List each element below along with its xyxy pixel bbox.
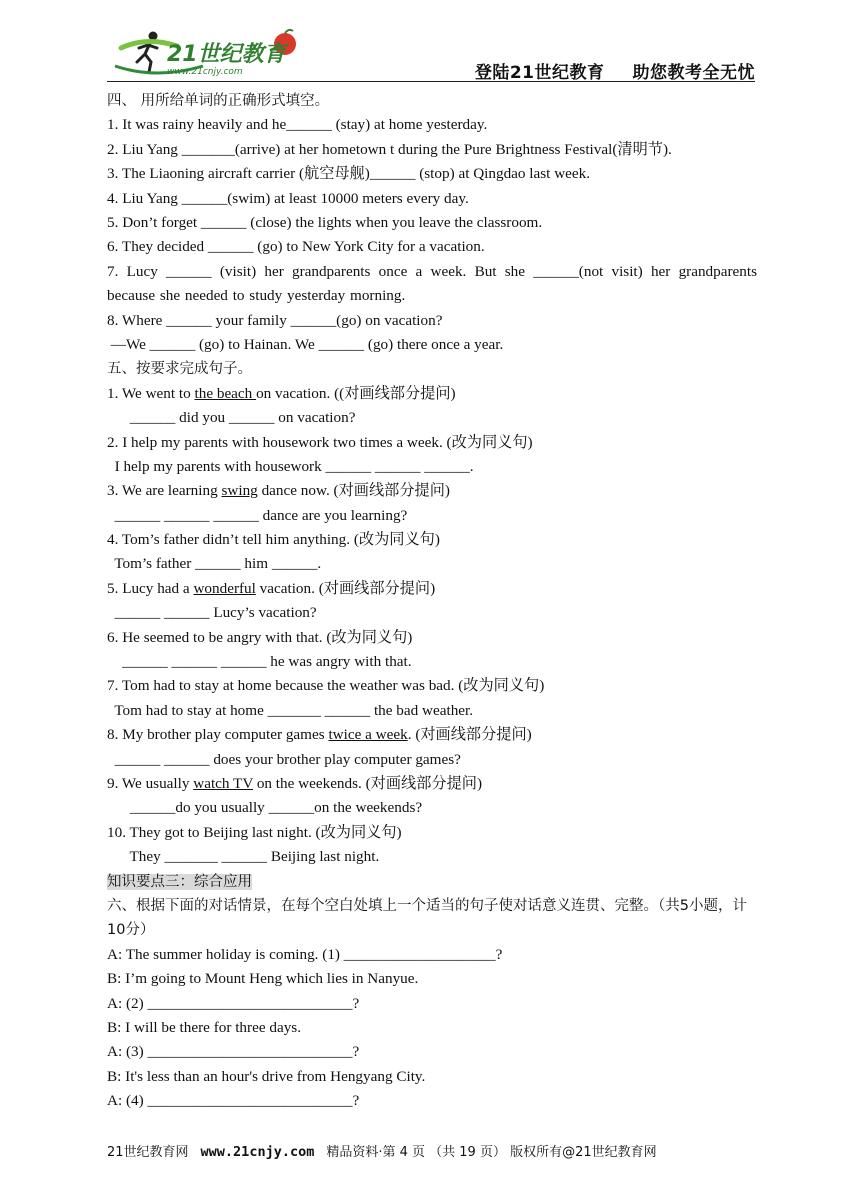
s5-q4-answer: Tom’s father ______ him ______. [107, 555, 322, 573]
dialog-line-3: A: (2) ___________________________? [107, 994, 360, 1012]
section-4-title: 四、 用所给单词的正确形式填空。 [107, 93, 330, 109]
s4-q4: 4. Liu Yang ______(swim) at least 10000 meters every day. [107, 189, 469, 207]
s5-q1-answer: ______ did you ______ on vacation? [107, 409, 356, 427]
header-slogan [447, 58, 755, 83]
s5-q3: 3. We are learning swing dance now. (对画线部分提问) [107, 482, 450, 500]
page-footer [107, 1141, 757, 1160]
header-rule [107, 81, 755, 82]
s5-q2-answer: I help my parents with housework ______ ______ ______. [107, 457, 474, 475]
s4-q8-answer: —We ______ (go) to Hainan. We ______ (go) there once a year. [107, 335, 504, 353]
worksheet-content [107, 89, 757, 1113]
knowledge-point-heading: 知识要点三：综合应用 [107, 873, 252, 890]
footer-site: 21世纪教育网 [107, 1145, 189, 1160]
s5-q10-answer: They _______ ______ Beijing last night. [107, 848, 380, 866]
dialog-line-2: B: I’m going to Mount Heng which lies in Nanyue. [107, 970, 419, 988]
dialog-line-4: B: I will be there for three days. [107, 1018, 301, 1036]
s4-q5: 5. Don’t forget ______ (close) the lights when you leave the classroom. [107, 213, 543, 231]
site-logo [107, 28, 307, 78]
s5-q5: 5. Lucy had a wonderful vacation. (对画线部分提问) [107, 579, 436, 597]
section-5-title: 五、按要求完成句子。 [107, 361, 252, 378]
page-header [107, 28, 755, 82]
slogan-right: 助您教考全无忧 [632, 63, 755, 83]
dialog-line-7: A: (4) ___________________________? [107, 1092, 360, 1110]
runner-icon [137, 32, 157, 72]
underlined-phrase: the beach [194, 384, 257, 402]
underlined-phrase: swing [221, 482, 258, 500]
s5-q9-answer: ______do you usually ______on the weekends? [107, 799, 423, 817]
s5-q7-answer: Tom had to stay at home _______ ______ the bad weather. [107, 701, 474, 719]
slogan-left: 登陆21世纪教育 [474, 63, 605, 83]
s5-q9: 9. We usually watch TV on the weekends. (对画线部分提问) [107, 774, 483, 792]
dialog-line-5: A: (3) ___________________________? [107, 1043, 360, 1061]
s4-q8: 8. Where ______ your family ______(go) on vacation? [107, 311, 443, 329]
footer-url[interactable]: www.21cnjy.com [200, 1144, 315, 1160]
svg-text:21世纪教育: 21世纪教育 [167, 42, 286, 67]
s5-q6: 6. He seemed to be angry with that. (改为同义句) [107, 628, 413, 646]
s5-q3-answer: ______ ______ ______ dance are you learning? [107, 506, 408, 524]
footer-page-info: 精品资料·第 4 页 （共 19 页） 版权所有@21世纪教育网 [326, 1145, 657, 1160]
s5-q2: 2. I help my parents with housework two times a week. (改为同义句) [107, 433, 533, 451]
s5-q10: 10. They got to Beijing last night. (改为同义句) [107, 823, 402, 841]
s4-q7: 7. Lucy ______ (visit) her grandparents once a week. But she ______(not visit) her grandparents because she needed to study yesterday morning. [107, 262, 757, 305]
s5-q8: 8. My brother play computer games twice a week. (对画线部分提问) [107, 726, 532, 744]
s4-q6: 6. They decided ______ (go) to New York City for a vacation. [107, 238, 485, 256]
section-6-title: 六、根据下面的对话情景，在每个空白处填上一个适当的句子使对话意义连贯、完整。（共5小题，计10分） [107, 897, 747, 939]
dialog-line-1: A: The summer holiday is coming. (1) ____________________? [107, 945, 503, 963]
underlined-phrase: wonderful [193, 579, 256, 597]
s5-q6-answer: ______ ______ ______ he was angry with that. [107, 653, 412, 671]
underlined-phrase: twice a week [328, 726, 408, 744]
s4-q3: 3. The Liaoning aircraft carrier (航空母舰)______ (stop) at Qingdao last week. [107, 165, 591, 183]
s4-q1: 1. It was rainy heavily and he______ (stay) at home yesterday. [107, 116, 488, 134]
s5-q8-answer: ______ ______ does your brother play computer games? [107, 750, 461, 768]
s4-q2: 2. Liu Yang _______(arrive) at her hometown t during the Pure Brightness Festival(清明节). [107, 140, 672, 158]
svg-text:www.21cnjy.com: www.21cnjy.com [167, 67, 243, 77]
s5-q5-answer: ______ ______ Lucy’s vacation? [107, 604, 317, 622]
s5-q4: 4. Tom’s father didn’t tell him anything. (改为同义句) [107, 531, 440, 549]
dialog-line-6: B: It's less than an hour's drive from Hengyang City. [107, 1067, 426, 1085]
s5-q7: 7. Tom had to stay at home because the weather was bad. (改为同义句) [107, 677, 545, 695]
s5-q1: 1. We went to the beach on vacation. ((对画线部分提问) [107, 384, 456, 402]
underlined-phrase: watch TV [193, 774, 254, 792]
